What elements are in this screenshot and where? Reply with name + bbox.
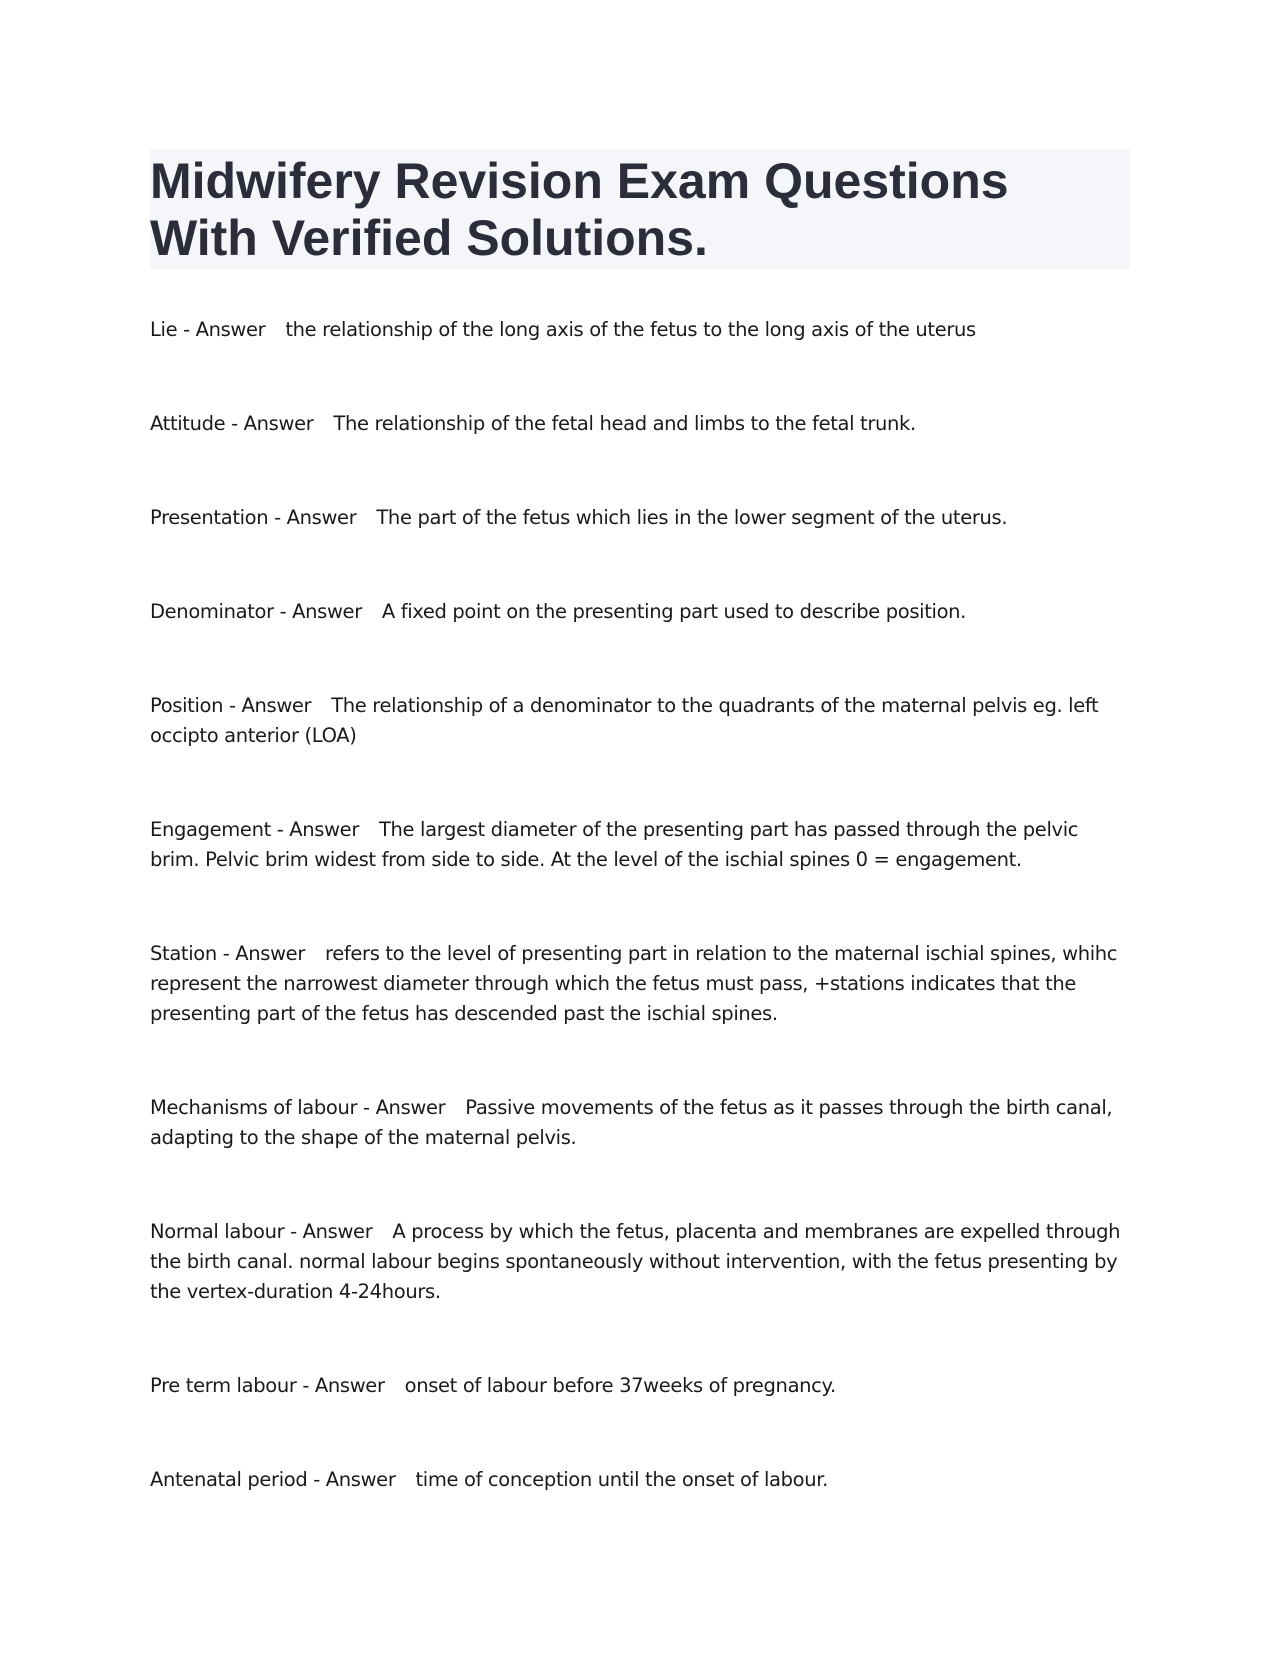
qa-term: Pre term labour - Answer xyxy=(150,1374,385,1397)
qa-answer: A fixed point on the presenting part used to describe position. xyxy=(381,600,967,623)
qa-item-denominator xyxy=(150,597,1130,627)
qa-term: Denominator - Answer xyxy=(150,600,362,623)
document-title: Midwifery Revision Exam Questions With Verified Solutions. xyxy=(150,153,1009,266)
qa-term: Attitude - Answer xyxy=(150,412,314,435)
qa-term: Normal labour - Answer xyxy=(150,1220,373,1243)
qa-answer: refers to the level of presenting part in relation to the maternal ischial spines, whihc represent the narrowest diameter through which the fetus must pass, +stations indicates that the presenting part of the fetus has descended past the ischial spines. xyxy=(150,942,1118,1025)
qa-term: Lie - Answer xyxy=(150,318,266,341)
qa-item-attitude xyxy=(150,409,1130,439)
qa-answer: onset of labour before 37weeks of pregnancy. xyxy=(404,1374,836,1397)
qa-item-antenatal-period xyxy=(150,1465,1130,1495)
qa-term: Engagement - Answer xyxy=(150,818,359,841)
qa-answer: The largest diameter of the presenting part has passed through the pelvic brim. Pelvic brim widest from side to side. At the level of the ischial spines 0 = engagement. xyxy=(150,818,1079,871)
qa-answer: The part of the fetus which lies in the lower segment of the uterus. xyxy=(376,506,1008,529)
qa-answer: The relationship of a denominator to the quadrants of the maternal pelvis eg. left occipto anterior (LOA) xyxy=(150,694,1099,747)
qa-item-station xyxy=(150,939,1130,1029)
qa-term: Mechanisms of labour - Answer xyxy=(150,1096,446,1119)
qa-item-pre-term-labour xyxy=(150,1371,1130,1401)
qa-item-position xyxy=(150,691,1130,751)
title-block xyxy=(150,149,1130,269)
qa-term: Position - Answer xyxy=(150,694,312,717)
qa-list xyxy=(150,315,1130,1495)
qa-item-mechanisms-of-labour xyxy=(150,1093,1130,1153)
qa-answer: time of conception until the onset of labour. xyxy=(415,1468,828,1491)
qa-answer: A process by which the fetus, placenta and membranes are expelled through the birth canal. normal labour begins spontaneously without intervention, with the fetus presenting by the vertex-duration 4-24hours. xyxy=(150,1220,1121,1303)
qa-term: Presentation - Answer xyxy=(150,506,357,529)
qa-answer: the relationship of the long axis of the fetus to the long axis of the uterus xyxy=(285,318,976,341)
qa-term: Station - Answer xyxy=(150,942,305,965)
qa-answer: Passive movements of the fetus as it passes through the birth canal, adapting to the shape of the maternal pelvis. xyxy=(150,1096,1113,1149)
qa-item-lie xyxy=(150,315,1130,345)
qa-term: Antenatal period - Answer xyxy=(150,1468,396,1491)
qa-answer: The relationship of the fetal head and limbs to the fetal trunk. xyxy=(333,412,916,435)
qa-item-normal-labour xyxy=(150,1217,1130,1307)
qa-item-engagement xyxy=(150,815,1130,875)
qa-item-presentation xyxy=(150,503,1130,533)
document-page xyxy=(150,149,1130,1559)
